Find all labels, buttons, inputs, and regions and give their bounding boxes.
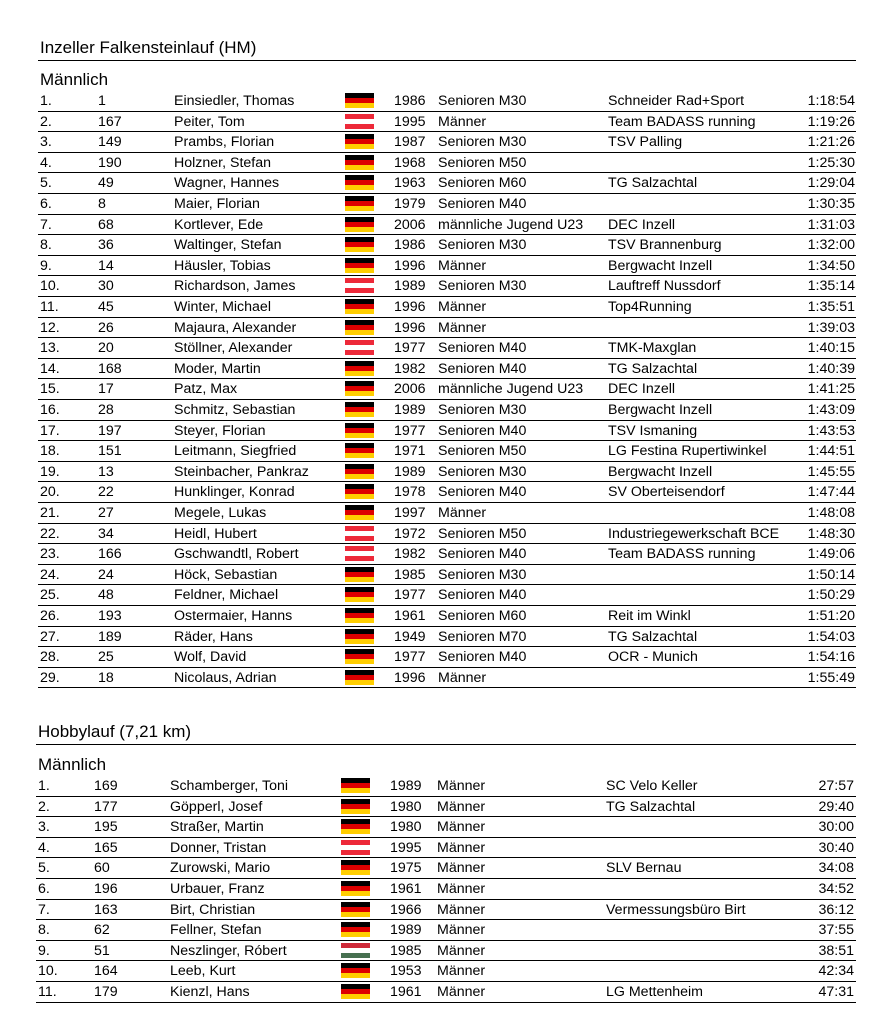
result-row [36, 982, 856, 1003]
year-cell: 1978 [394, 484, 426, 501]
year-cell: 1996 [394, 257, 426, 274]
class-cell: Senioren M30 [438, 402, 527, 418]
name-cell: Nicolaus, Adrian [174, 669, 277, 686]
result-row [36, 776, 856, 797]
result-row [36, 858, 856, 879]
year-cell: 1968 [394, 154, 426, 171]
time-cell: 1:40:15 [807, 340, 855, 357]
place-cell: 14. [40, 360, 60, 377]
place-cell: 1. [40, 93, 52, 109]
time-cell: 1:31:03 [807, 216, 855, 233]
name-cell: Moder, Martin [174, 360, 261, 377]
place-cell: 2. [38, 798, 50, 815]
class-cell: Senioren M40 [438, 484, 527, 501]
flag-de-icon [341, 819, 370, 834]
bib-cell: 8 [98, 196, 106, 212]
name-cell: Gschwandtl, Robert [174, 546, 299, 563]
place-cell: 17. [40, 422, 60, 439]
year-cell: 1989 [394, 463, 426, 480]
place-cell: 24. [40, 566, 60, 583]
bib-cell: 20 [98, 340, 114, 357]
place-cell: 12. [40, 319, 60, 336]
class-cell: Senioren M40 [438, 360, 527, 377]
bib-cell: 168 [98, 360, 122, 377]
bib-cell: 22 [98, 484, 114, 501]
place-cell: 26. [40, 608, 60, 624]
category-title: Männlich [38, 755, 107, 774]
time-cell: 1:39:03 [807, 319, 855, 336]
year-cell: 1961 [390, 881, 422, 897]
class-cell: Senioren M40 [438, 546, 527, 563]
class-cell: Männer [438, 257, 487, 274]
name-cell: Majaura, Alexander [174, 319, 297, 336]
result-row [36, 961, 856, 982]
time-cell: 1:50:29 [807, 587, 855, 604]
bib-cell: 169 [94, 778, 118, 794]
year-cell: 1996 [394, 299, 426, 315]
place-cell: 4. [38, 839, 50, 856]
bib-cell: 49 [98, 175, 114, 192]
name-cell: Heidl, Hubert [174, 525, 257, 542]
place-cell: 3. [40, 134, 52, 151]
club-cell: TG Salzachtal [608, 360, 698, 377]
name-cell: Stöllner, Alexander [174, 340, 293, 357]
club-cell: Industriegewerkschaft BCE [608, 525, 780, 542]
name-cell: Räder, Hans [174, 628, 253, 645]
bib-cell: 197 [98, 422, 122, 439]
name-cell: Richardson, James [174, 278, 296, 295]
club-cell: TSV Brannenburg [608, 237, 722, 254]
place-cell: 13. [40, 340, 60, 357]
result-row [36, 920, 856, 941]
bib-cell: 17 [98, 381, 114, 398]
year-cell: 1995 [394, 113, 426, 130]
club-cell: TSV Ismaning [608, 422, 698, 439]
class-cell: Männer [438, 669, 487, 686]
time-cell: 1:40:39 [807, 360, 855, 377]
name-cell: Wolf, David [174, 649, 247, 666]
bib-cell: 190 [98, 154, 122, 171]
club-cell: Team BADASS running [608, 113, 756, 130]
place-cell: 7. [40, 216, 52, 233]
bib-cell: 189 [98, 628, 122, 645]
place-cell: 15. [40, 381, 60, 398]
club-cell: SLV Bernau [606, 860, 682, 877]
class-cell: Senioren M30 [438, 93, 527, 109]
club-cell: TG Salzachtal [608, 628, 698, 645]
bib-cell: 24 [98, 566, 114, 583]
place-cell: 9. [38, 942, 50, 959]
club-cell: Lauftreff Nussdorf [608, 278, 721, 295]
time-cell: 1:25:30 [807, 154, 855, 171]
club-cell: OCR - Munich [608, 649, 698, 666]
class-cell: Senioren M30 [438, 463, 527, 480]
year-cell: 1966 [390, 901, 422, 918]
club-cell: Reit im Winkl [608, 608, 691, 624]
bib-cell: 68 [98, 216, 114, 233]
time-cell: 27:57 [818, 778, 854, 794]
name-cell: Häusler, Tobias [174, 257, 271, 274]
club-cell: DEC Inzell [608, 216, 676, 233]
bib-cell: 60 [94, 860, 110, 877]
bib-cell: 14 [98, 257, 114, 274]
time-cell: 1:43:53 [807, 422, 855, 439]
name-cell: Zurowski, Mario [170, 860, 271, 877]
year-cell: 1953 [390, 963, 422, 980]
flag-de-icon [341, 984, 370, 999]
time-cell: 29:40 [818, 798, 854, 815]
class-cell: Senioren M40 [438, 422, 527, 439]
class-cell: männliche Jugend U23 [438, 381, 584, 398]
name-cell: Wagner, Hannes [174, 175, 280, 192]
name-cell: Einsiedler, Thomas [174, 93, 295, 109]
class-cell: Männer [437, 839, 486, 856]
bib-cell: 45 [98, 299, 114, 315]
year-cell: 1963 [394, 175, 426, 192]
bib-cell: 62 [94, 922, 110, 939]
place-cell: 9. [40, 257, 52, 274]
name-cell: Straßer, Martin [170, 819, 264, 836]
class-cell: Männer [437, 860, 486, 877]
name-cell: Fellner, Stefan [170, 922, 262, 939]
result-row [36, 817, 856, 838]
time-cell: 34:52 [818, 881, 854, 897]
flag-hu-icon [341, 943, 370, 958]
year-cell: 1982 [394, 360, 426, 377]
year-cell: 1975 [390, 860, 422, 877]
section-divider [36, 744, 856, 745]
place-cell: 11. [38, 984, 57, 1000]
club-cell: Schneider Rad+Sport [608, 93, 745, 109]
year-cell: 1986 [394, 93, 426, 109]
place-cell: 18. [40, 443, 60, 460]
place-cell: 8. [40, 237, 52, 254]
time-cell: 1:55:49 [807, 669, 855, 686]
bib-cell: 149 [98, 134, 122, 151]
name-cell: Höck, Sebastian [174, 566, 278, 583]
place-cell: 7. [38, 901, 50, 918]
class-cell: Männer [438, 319, 487, 336]
place-cell: 6. [38, 881, 50, 897]
year-cell: 1989 [394, 278, 426, 295]
time-cell: 1:21:26 [807, 134, 855, 151]
name-cell: Peiter, Tom [174, 113, 245, 130]
time-cell: 1:34:50 [807, 257, 855, 274]
year-cell: 1980 [390, 819, 422, 836]
class-cell: Männer [437, 901, 486, 918]
flag-at-icon [341, 840, 370, 855]
time-cell: 1:50:14 [807, 566, 855, 583]
place-cell: 21. [40, 505, 60, 521]
year-cell: 1985 [390, 942, 422, 959]
place-cell: 11. [40, 299, 59, 315]
flag-de-icon [341, 902, 370, 917]
name-cell: Schamberger, Toni [170, 778, 289, 794]
place-cell: 4. [40, 154, 52, 171]
place-cell: 1. [38, 778, 50, 794]
club-cell: TMK-Maxglan [608, 340, 697, 357]
class-cell: Männer [438, 505, 487, 521]
club-cell: DEC Inzell [608, 381, 676, 398]
place-cell: 8. [38, 922, 50, 939]
time-cell: 1:48:08 [807, 505, 855, 521]
place-cell: 20. [40, 484, 60, 501]
bib-cell: 193 [98, 608, 122, 624]
class-cell: Senioren M50 [438, 154, 527, 171]
club-cell: SC Velo Keller [606, 778, 698, 794]
bib-cell: 195 [94, 819, 118, 836]
year-cell: 1989 [394, 402, 426, 418]
year-cell: 1982 [394, 546, 426, 563]
time-cell: 1:43:09 [807, 402, 855, 418]
club-cell: Bergwacht Inzell [608, 257, 713, 274]
class-cell: Männer [437, 963, 486, 980]
class-cell: Männer [438, 113, 487, 130]
class-cell: Männer [438, 299, 487, 315]
time-cell: 1:19:26 [807, 113, 855, 130]
name-cell: Birt, Christian [170, 901, 256, 918]
time-cell: 1:54:16 [807, 649, 855, 666]
club-cell: TG Salzachtal [606, 798, 696, 815]
year-cell: 1986 [394, 237, 426, 254]
year-cell: 1996 [394, 319, 426, 336]
place-cell: 19. [40, 463, 60, 480]
result-row [36, 797, 856, 818]
category-title: Männlich [40, 70, 109, 89]
year-cell: 1971 [394, 443, 426, 460]
class-cell: Männer [437, 798, 486, 815]
club-cell: Team BADASS running [608, 546, 756, 563]
name-cell: Holzner, Stefan [174, 154, 272, 171]
result-row [36, 900, 856, 921]
class-cell: Senioren M40 [438, 340, 527, 357]
year-cell: 2006 [394, 216, 426, 233]
name-cell: Donner, Tristan [170, 839, 267, 856]
bib-cell: 48 [98, 587, 114, 604]
club-cell: Top4Running [608, 299, 692, 315]
place-cell: 2. [40, 113, 52, 130]
name-cell: Steyer, Florian [174, 422, 266, 439]
bib-cell: 34 [98, 525, 114, 542]
year-cell: 1972 [394, 525, 426, 542]
year-cell: 1987 [394, 134, 426, 151]
flag-de-icon [341, 778, 370, 793]
name-cell: Ostermaier, Hanns [174, 608, 293, 624]
time-cell: 1:44:51 [807, 443, 855, 460]
name-cell: Steinbacher, Pankraz [174, 463, 309, 480]
name-cell: Patz, Max [174, 381, 238, 398]
year-cell: 1997 [394, 505, 426, 521]
bib-cell: 163 [94, 901, 118, 918]
time-cell: 1:48:30 [807, 525, 855, 542]
class-cell: Senioren M40 [438, 587, 527, 604]
year-cell: 2006 [394, 381, 426, 398]
year-cell: 1949 [394, 628, 426, 645]
year-cell: 1977 [394, 422, 426, 439]
class-cell: Senioren M50 [438, 525, 527, 542]
year-cell: 1977 [394, 340, 426, 357]
time-cell: 1:32:00 [807, 237, 855, 254]
bib-cell: 25 [98, 649, 114, 666]
year-cell: 1961 [390, 984, 422, 1000]
time-cell: 42:34 [818, 963, 854, 980]
place-cell: 29. [40, 669, 60, 686]
club-cell: LG Festina Rupertiwinkel [608, 443, 767, 460]
year-cell: 1979 [394, 196, 426, 212]
result-row [36, 941, 856, 962]
name-cell: Schmitz, Sebastian [174, 402, 296, 418]
place-cell: 6. [40, 196, 52, 212]
club-cell: LG Mettenheim [606, 984, 703, 1000]
club-cell: Bergwacht Inzell [608, 463, 713, 480]
bib-cell: 51 [94, 942, 110, 959]
class-cell: Senioren M30 [438, 237, 527, 254]
name-cell: Göpperl, Josef [170, 798, 263, 815]
bib-cell: 177 [94, 798, 118, 815]
bib-cell: 26 [98, 319, 114, 336]
time-cell: 37:55 [818, 922, 854, 939]
name-cell: Kortlever, Ede [174, 216, 264, 233]
result-row [36, 838, 856, 859]
class-cell: Senioren M60 [438, 608, 527, 624]
time-cell: 1:29:04 [807, 175, 855, 192]
name-cell: Waltinger, Stefan [174, 237, 282, 254]
club-cell: Vermessungsbüro Birt [606, 901, 746, 918]
bib-cell: 164 [94, 963, 118, 980]
time-cell: 1:45:55 [807, 463, 855, 480]
section-title: Hobbylauf (7,21 km) [38, 722, 192, 741]
place-cell: 16. [40, 402, 60, 418]
time-cell: 47:31 [818, 984, 854, 1000]
name-cell: Feldner, Michael [174, 587, 279, 604]
class-cell: Senioren M70 [438, 628, 527, 645]
time-cell: 34:08 [818, 860, 854, 877]
result-row [36, 879, 856, 900]
bib-cell: 151 [98, 443, 122, 460]
year-cell: 1985 [394, 566, 426, 583]
name-cell: Kienzl, Hans [170, 984, 250, 1000]
class-cell: Männer [437, 922, 486, 939]
bib-cell: 13 [98, 463, 114, 480]
time-cell: 38:51 [818, 942, 854, 959]
time-cell: 1:30:35 [807, 196, 855, 212]
name-cell: Leeb, Kurt [170, 963, 236, 980]
place-cell: 10. [38, 963, 58, 980]
class-cell: Männer [437, 778, 486, 794]
name-cell: Neszlinger, Róbert [170, 942, 287, 959]
time-cell: 30:40 [818, 839, 854, 856]
time-cell: 30:00 [818, 819, 854, 836]
class-cell: Männer [437, 942, 486, 959]
bib-cell: 30 [98, 278, 114, 295]
place-cell: 10. [40, 278, 60, 295]
class-cell: Senioren M40 [438, 196, 527, 212]
place-cell: 28. [40, 649, 60, 666]
class-cell: Männer [437, 819, 486, 836]
place-cell: 3. [38, 819, 50, 836]
year-cell: 1980 [390, 798, 422, 815]
club-cell: TG Salzachtal [608, 175, 698, 192]
name-cell: Prambs, Florian [174, 134, 275, 151]
class-cell: Senioren M60 [438, 175, 527, 192]
bib-cell: 1 [98, 93, 106, 109]
name-cell: Hunklinger, Konrad [174, 484, 295, 501]
time-cell: 1:18:54 [807, 93, 855, 109]
flag-de-icon [341, 922, 370, 937]
name-cell: Megele, Lukas [174, 505, 267, 521]
place-cell: 23. [40, 546, 60, 563]
place-cell: 22. [40, 525, 60, 542]
year-cell: 1977 [394, 587, 426, 604]
club-cell: SV Oberteisendorf [608, 484, 725, 501]
bib-cell: 165 [94, 839, 118, 856]
class-cell: Senioren M40 [438, 649, 527, 666]
bib-cell: 166 [98, 546, 122, 563]
time-cell: 36:12 [818, 901, 854, 918]
year-cell: 1996 [394, 669, 426, 686]
results-table [0, 776, 896, 1016]
name-cell: Winter, Michael [174, 299, 271, 315]
bib-cell: 36 [98, 237, 114, 254]
bib-cell: 28 [98, 402, 114, 418]
bib-cell: 179 [94, 984, 118, 1000]
time-cell: 1:49:06 [807, 546, 855, 563]
year-cell: 1989 [390, 778, 422, 794]
bib-cell: 27 [98, 505, 114, 521]
place-cell: 5. [38, 860, 50, 877]
class-cell: Senioren M30 [438, 134, 527, 151]
section-title: Inzeller Falkensteinlauf (HM) [40, 38, 257, 57]
place-cell: 25. [40, 587, 60, 604]
flag-de-icon [341, 881, 370, 896]
time-cell: 1:35:51 [807, 299, 855, 315]
year-cell: 1961 [394, 608, 426, 624]
class-cell: Männer [437, 881, 486, 897]
time-cell: 1:35:14 [807, 278, 855, 295]
name-cell: Urbauer, Franz [170, 881, 265, 897]
place-cell: 27. [40, 628, 60, 645]
class-cell: Senioren M30 [438, 566, 527, 583]
name-cell: Leitmann, Siegfried [174, 443, 297, 460]
class-cell: Senioren M30 [438, 278, 527, 295]
time-cell: 1:54:03 [807, 628, 855, 645]
club-cell: TSV Palling [608, 134, 683, 151]
year-cell: 1995 [390, 839, 422, 856]
bib-cell: 167 [98, 113, 122, 130]
bib-cell: 18 [98, 669, 114, 686]
flag-de-icon [341, 963, 370, 978]
class-cell: männliche Jugend U23 [438, 216, 584, 233]
club-cell: Bergwacht Inzell [608, 402, 713, 418]
flag-de-icon [341, 799, 370, 814]
place-cell: 5. [40, 175, 52, 192]
time-cell: 1:47:44 [807, 484, 855, 501]
flag-de-icon [341, 860, 370, 875]
year-cell: 1977 [394, 649, 426, 666]
class-cell: Senioren M50 [438, 443, 527, 460]
time-cell: 1:51:20 [807, 608, 855, 624]
class-cell: Männer [437, 984, 486, 1000]
year-cell: 1989 [390, 922, 422, 939]
time-cell: 1:41:25 [807, 381, 855, 398]
bib-cell: 196 [94, 881, 118, 897]
name-cell: Maier, Florian [174, 196, 260, 212]
